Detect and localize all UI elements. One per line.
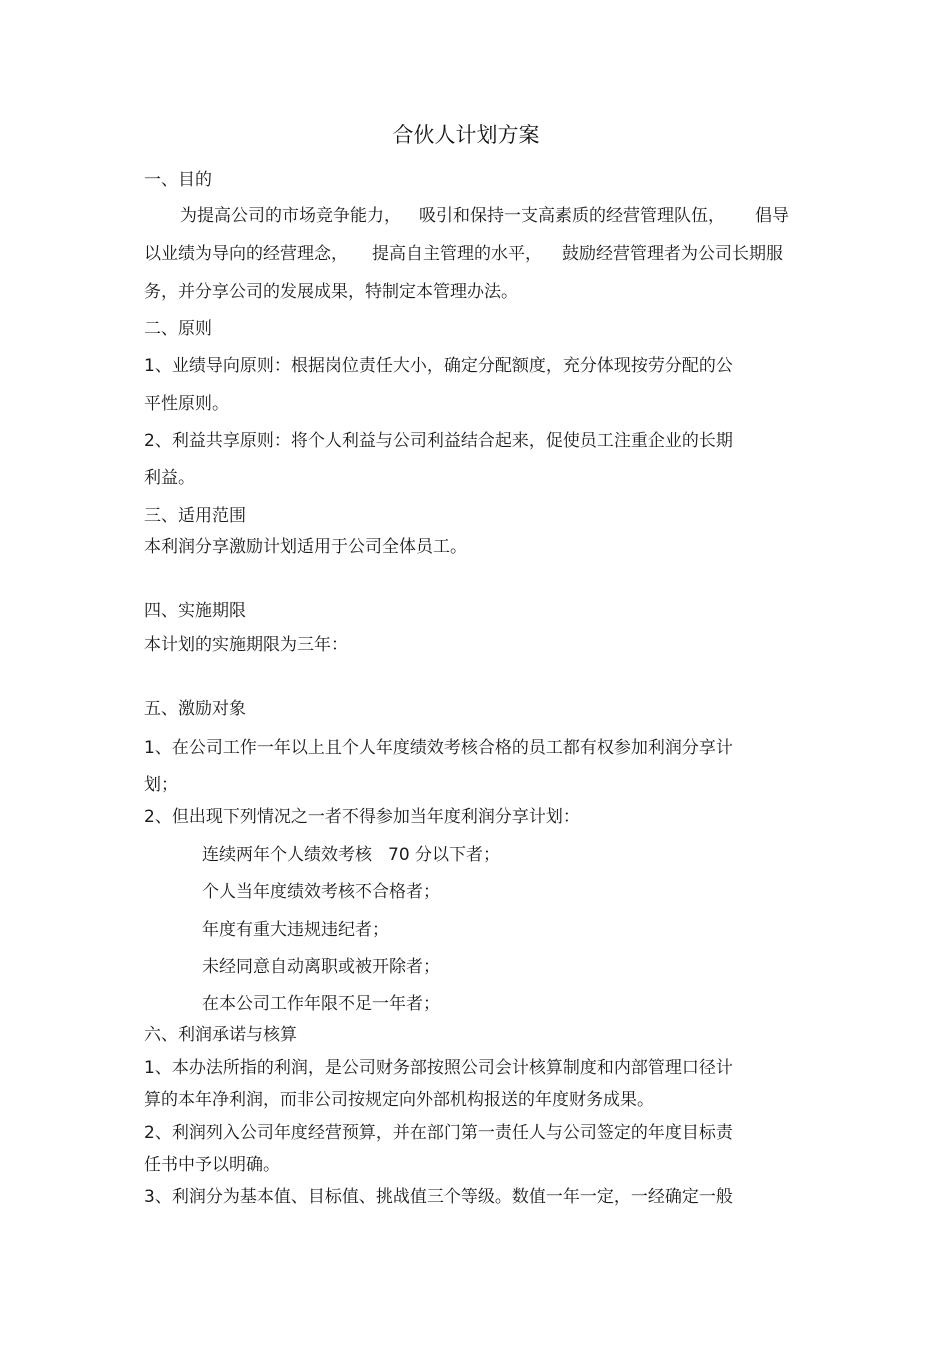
list-item-line: 1、业绩导向原则：根据岗位责任大小，确定分配额度，充分体现按劳分配的公 [144,356,733,376]
paragraph-line: 本利润分享激励计划适用于公司全体员工。 [144,537,467,557]
section-heading-profit: 六、利润承诺与核算 [144,1025,297,1045]
text-segment: 提高自主管理的水平， [372,244,542,264]
list-item-line: 2、但出现下列情况之一者不得参加当年度利润分享计划： [144,807,580,827]
list-item-line: 利益。 [144,468,195,488]
condition-line: 个人当年度绩效考核不合格者； [202,882,440,902]
list-item-line: 算的本年净利润，而非公司按规定向外部机构报送的年度财务成果。 [144,1090,654,1110]
section-heading-principles: 二、原则 [144,319,212,339]
section-heading-scope: 三、适用范围 [144,506,246,526]
section-heading-eligibility: 五、激励对象 [144,699,246,719]
text-segment: 吸引和保持一支高素质的经营管理队伍， [419,206,725,226]
condition-line [202,844,500,866]
condition-line: 在本公司工作年限不足一年者； [202,994,440,1014]
text-segment: 鼓励经营管理者为公司长期服 [562,244,783,264]
list-item-line: 划； [144,775,178,795]
list-item-line: 2、利益共享原则：将个人利益与公司利益结合起来，促使员工注重企业的长期 [144,431,733,451]
paragraph-line [144,243,783,265]
paragraph-line [180,205,789,227]
list-item-line: 平性原则。 [144,394,229,414]
section-heading-purpose: 一、目的 [144,170,212,190]
list-item-line: 1、本办法所指的利润，是公司财务部按照公司会计核算制度和内部管理口径计 [144,1058,733,1078]
condition-line: 年度有重大违规违纪者； [202,920,389,940]
list-item-line: 2、利润列入公司年度经营预算，并在部门第一责任人与公司签定的年度目标责 [144,1123,733,1143]
text-segment: 70 分以下者； [388,845,501,865]
list-item-line: 3、利润分为基本值、目标值、挑战值三个等级。数值一年一定，一经确定一般 [144,1187,733,1207]
list-item-line: 1、在公司工作一年以上且个人年度绩效考核合格的员工都有权参加利润分享计 [144,738,733,758]
condition-line: 未经同意自动离职或被开除者； [202,957,440,977]
text-segment: 为提高公司的市场竞争能力， [180,206,401,226]
section-heading-period: 四、实施期限 [144,601,246,621]
text-segment: 倡导 [755,206,789,226]
list-item-line: 任书中予以明确。 [144,1155,280,1175]
document-title: 合伙人计划方案 [392,123,540,147]
paragraph-line: 本计划的实施期限为三年： [144,635,348,655]
text-segment: 以业绩为导向的经营理念， [144,244,348,264]
paragraph-line: 务，并分享公司的发展成果，特制定本管理办法。 [144,282,518,302]
text-segment: 连续两年个人绩效考核 [202,845,372,865]
